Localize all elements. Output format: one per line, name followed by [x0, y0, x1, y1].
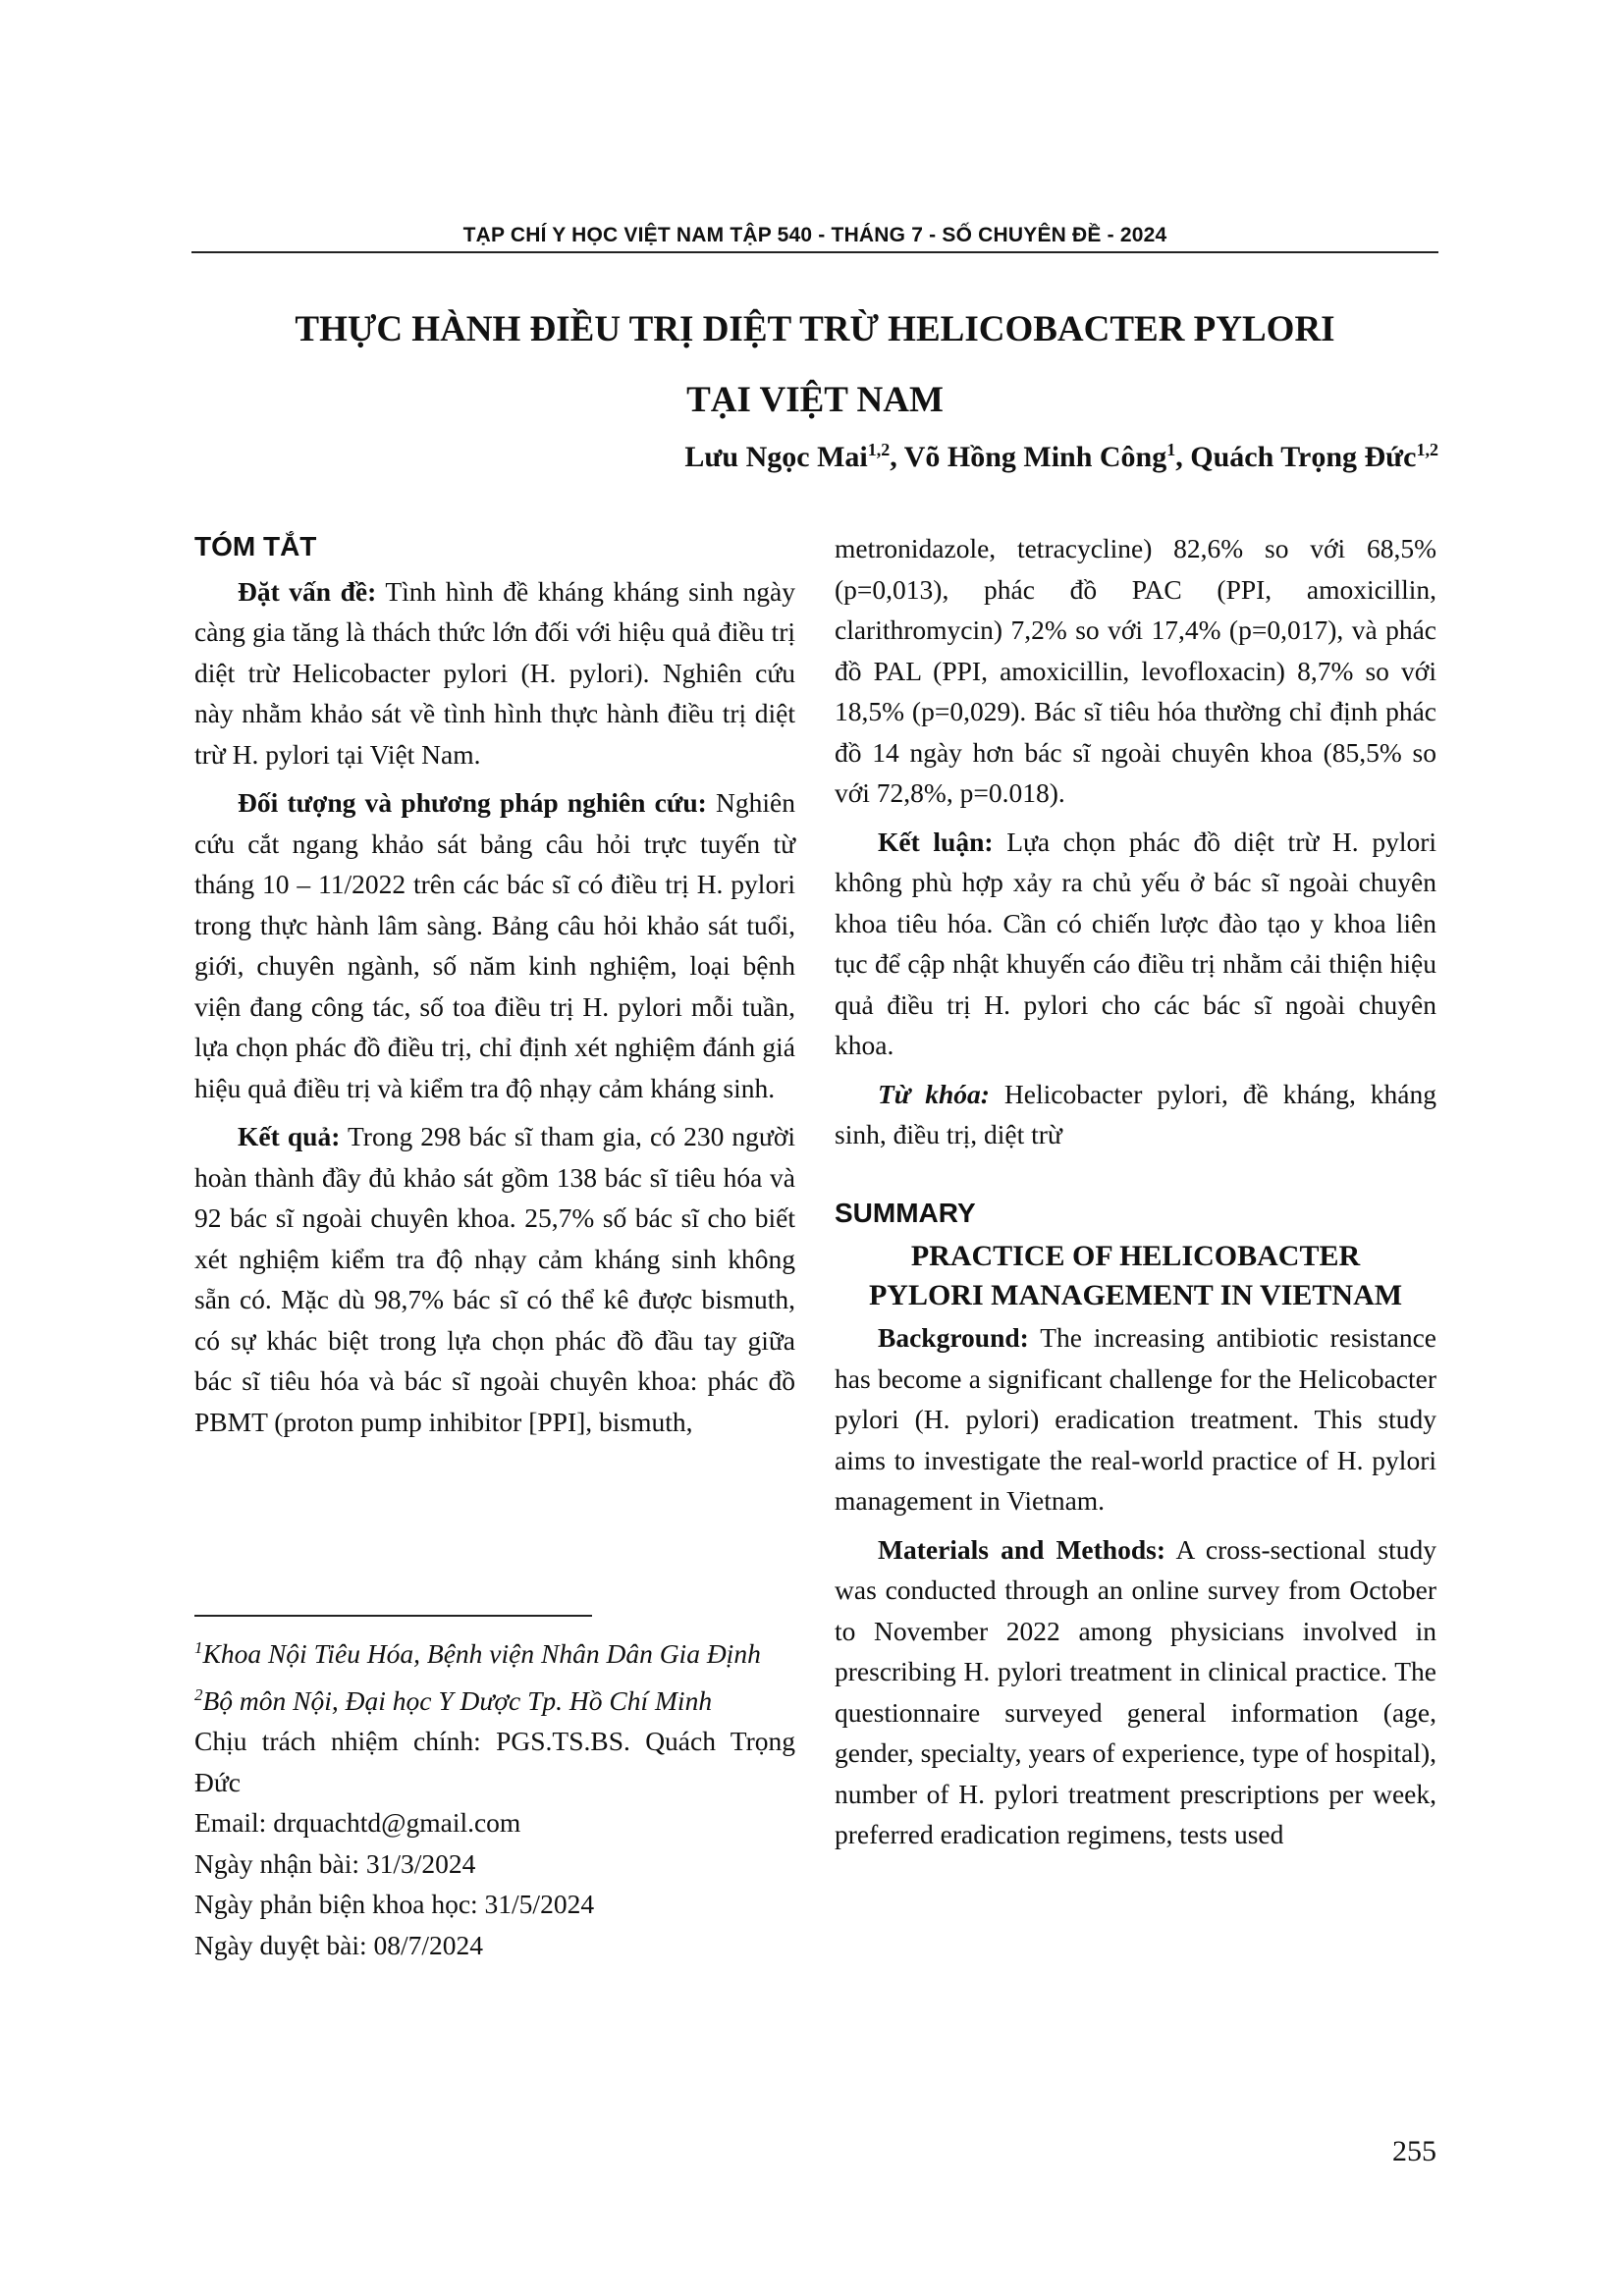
affiliation-2-marker: 2 — [194, 1684, 203, 1704]
results-label-vi: Kết quả: — [238, 1121, 341, 1151]
background-text-vi: Tình hình đề kháng kháng sinh ngày càng gia tăng là thách thức lớn đối với hiệu quả điều trị diệt trừ Helicobacter pylori (H. pylori). Nghiên cứu này nhằm khảo sát về tình hình thực hành điều trị diệt trừ H. pylori tại Việt Nam. — [194, 575, 795, 770]
english-title — [835, 1237, 1436, 1315]
methods-label-vi: Đối tượng và phương pháp nghiên cứu: — [238, 787, 707, 818]
english-title-line-1: PRACTICE OF HELICOBACTER — [910, 1240, 1361, 1272]
background-text-en: The increasing antibiotic resistance has become a significant challenge for the Helicobacter pylori (H. pylori) eradication treatment. This study aims to investigate the real-world practice of H. pylori management in Vietnam. — [835, 1322, 1436, 1516]
affiliation-2-text: Bộ môn Nội, Đại học Y Dược Tp. Hồ Chí Minh — [202, 1684, 713, 1716]
keywords-vi — [835, 1074, 1436, 1155]
accepted-date: Ngày duyệt bài: 08/7/2024 — [194, 1929, 484, 1960]
right-column — [835, 528, 1436, 1863]
affiliation-1 — [194, 1628, 795, 1675]
methods-text-en: A cross-sectional study was conducted through an online survey from October to November 2022 among physicians involved in prescribing H. pylori treatment in clinical practice. The questionnaire surveyed general information (age, gender, specialty, years of experience, type of hospital), number of H. pylori treatment prescriptions per week, preferred eradication regimens, tests used — [835, 1533, 1436, 1849]
background-label-en: Background: — [878, 1322, 1029, 1353]
journal-header: TẠP CHÍ Y HỌC VIỆT NAM TẬP 540 - THÁNG 7 - SỐ CHUYÊN ĐỀ - 2024 — [462, 224, 1167, 246]
title-line-2: TẠI VIỆT NAM — [686, 380, 944, 420]
abstract-results-vi — [194, 1116, 795, 1442]
author-3-affiliation: 1,2 — [1416, 440, 1438, 459]
author-3: Quách Trọng Đức — [1190, 441, 1417, 473]
article-title — [191, 294, 1438, 436]
abstract-results-vi-continued: metronidazole, tetracycline) 82,6% so với 68,5% (p=0,013), phác đồ PAC (PPI, amoxicillin, clarithromycin) 7,2% so với 17,4% (p=0,017), và phác đồ PAL (PPI, amoxicillin, levofloxacin) 8,7% so với 18,5% (p=0,029). Bác sĩ tiêu hóa thường chỉ định phác đồ 14 ngày hơn bác sĩ ngoài chuyên khoa (85,5% so với 72,8%, p=0.018). — [835, 533, 1436, 808]
abstract-heading-vi: TÓM TẮT — [194, 531, 317, 561]
author-1-affiliation: 1,2 — [867, 440, 891, 459]
received-date: Ngày nhận bài: 31/3/2024 — [194, 1847, 476, 1879]
footnotes — [194, 1628, 795, 1965]
affiliation-1-marker: 1 — [194, 1638, 203, 1657]
affiliation-1-text: Khoa Nội Tiêu Hóa, Bệnh viện Nhân Dân Gia Định — [202, 1638, 761, 1670]
author-separator: , — [1175, 441, 1191, 473]
abstract-methods-en — [835, 1529, 1436, 1855]
author-list — [684, 440, 1438, 474]
author-2: Võ Hồng Minh Công — [903, 441, 1167, 473]
author-2-affiliation: 1 — [1166, 440, 1176, 459]
methods-label-en: Materials and Methods: — [878, 1533, 1165, 1565]
header-rule — [191, 251, 1438, 253]
corresponding-author: Chịu trách nhiệm chính: PGS.TS.BS. Quách Trọng Đức — [194, 1726, 795, 1797]
author-1: Lưu Ngọc Mai — [684, 441, 868, 473]
keywords-text-vi: Helicobacter pylori, đề kháng, kháng sinh, điều trị, diệt trừ — [835, 1078, 1436, 1149]
review-date: Ngày phản biện khoa học: 31/5/2024 — [194, 1889, 595, 1920]
page-number: 255 — [1392, 2135, 1436, 2167]
abstract-conclusion-vi — [835, 822, 1436, 1066]
summary-heading: SUMMARY — [835, 1197, 976, 1228]
title-line-1: THỰC HÀNH ĐIỀU TRỊ DIỆT TRỪ HELICOBACTER PYLORI — [295, 309, 1335, 349]
results-text-vi: Trong 298 bác sĩ tham gia, có 230 người hoàn thành đầy đủ khảo sát gồm 138 bác sĩ tiêu hóa và 92 bác sĩ ngoài chuyên khoa. 25,7% số bác sĩ cho biết xét nghiệm kiểm tra độ nhạy cảm kháng sinh không sẵn có. Mặc dù 98,7% bác sĩ có thể kê được bismuth, có sự khác biệt trong lựa chọn phác đồ đầu tay giữa bác sĩ tiêu hóa và bác sĩ ngoài chuyên khoa: phác đồ PBMT (proton pump inhibitor [PPI], bismuth, — [194, 1121, 796, 1437]
abstract-background-en — [835, 1317, 1436, 1522]
conclusion-label-vi: Kết luận: — [878, 826, 994, 857]
footnote-rule — [194, 1615, 592, 1617]
methods-text-vi: Nghiên cứu cắt ngang khảo sát bảng câu hỏi trực tuyến từ tháng 10 – 11/2022 trên các bác sĩ có điều trị H. pylori trong thực hành lâm sàng. Bảng câu hỏi khảo sát tuổi, giới, chuyên ngành, số năm kinh nghiệm, loại bệnh viện đang công tác, số toa điều trị H. pylori mỗi tuần, lựa chọn phác đồ điều trị, chỉ định xét nghiệm đánh giá hiệu quả điều trị và kiểm tra độ nhạy cảm kháng sinh. — [194, 787, 795, 1103]
keywords-label-vi: Từ khóa: — [878, 1078, 990, 1109]
left-column — [194, 526, 795, 1450]
conclusion-text-vi: Lựa chọn phác đồ diệt trừ H. pylori không phù hợp xảy ra chủ yếu ở bác sĩ ngoài chuyên khoa tiêu hóa. Cần có chiến lược đào tạo y khoa liên tục để cập nhật khuyến cáo điều trị nhằm cải thiện hiệu quả điều trị H. pylori cho các bác sĩ ngoài chuyên khoa. — [835, 826, 1437, 1060]
abstract-background-vi — [194, 571, 795, 775]
english-title-line-2: PYLORI MANAGEMENT IN VIETNAM — [868, 1279, 1403, 1311]
background-label-vi: Đặt vấn đề: — [238, 575, 377, 607]
abstract-methods-vi — [194, 782, 795, 1108]
affiliation-2 — [194, 1675, 795, 1722]
email-line: Email: drquachtd@gmail.com — [194, 1807, 521, 1839]
author-separator: , — [890, 441, 904, 473]
